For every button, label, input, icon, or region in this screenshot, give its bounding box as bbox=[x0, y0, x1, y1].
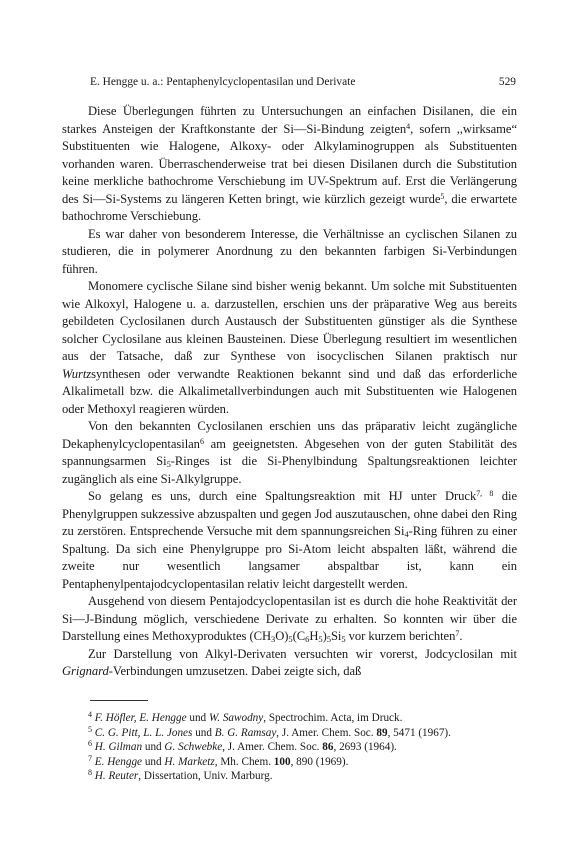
footnote-4: $^4$ F. Höfler, E. Hengge und W. Sawodny, Spectrochim. Acta, im Druck. bbox=[88, 710, 403, 724]
paragraph-3: Monomere cyclische Silane sind bisher wenig bekannt. Um solche mit Substituenten wie Alkoxyl, Halogene u. a. darzustellen, erschien uns der präparative Weg aus bereits gebildeten Cyclosilanen durch Austausch der Substituenten günstiger als die Synthese solcher Cyclosilane aus kleinen Bausteinen. Diese Überlegung resultiert im wesentlichen aus der Tatsache, daß zur Synthese von isocyclischen Silanen praktisch nur Wurtzsynthesen oder verwandte Reaktionen bekannt sind und daß das erforderliche Alkalimetall bzw. die Alkalimetallverbindungen auch mit Substituenten wie Halogenen oder Methoxyl reagieren würden. bbox=[62, 279, 517, 416]
italic-name: Grignard bbox=[62, 664, 109, 678]
footnote-8: $^8$ H. Reuter, Dissertation, Univ. Marburg. bbox=[88, 768, 273, 783]
footnote-ref[interactable]: 5 bbox=[440, 191, 445, 201]
italic-name: Wurtz bbox=[62, 366, 92, 381]
paragraph-5: So gelang es uns, durch eine Spaltungsreaktion mit HJ unter Druck$^{7, 8}$ die Phenylgruppen sukzessive abzuspalten und gegen Jod auszutauschen, ohne dabei den Ring zu zerstören. Entsprechende Versuche mit dem spannungsreichen $Si_4$-Ring führen zu einer Spaltung. Da sich eine Phenylgruppe pro Si-Atom leicht abspalten läßt, während die zweite nur wesentlich langsamer abspaltbar ist, kann ein Pentaphenylpentajodcyclopentasilan relativ leicht dargestellt werden. bbox=[62, 489, 517, 591]
page-number: 529 bbox=[498, 76, 516, 88]
paragraph-6: Ausgehend von diesem Pentajodcyclopentasilan ist es durch die hohe Reaktivität der Si—J-Bindung möglich, verschiedene Derivate zu erhalten. So konnten wir über die Darstellung eines Methoxyproduktes $(CH_3O)_5(C_6H_5)_5Si_5$ vor kurzem berichten$^7$. bbox=[62, 594, 517, 644]
footnote-ref[interactable]: 7, 8 bbox=[476, 489, 494, 498]
footnote-ref[interactable]: 7 bbox=[455, 629, 460, 638]
footnote-7: $^7$ E. Hengge und H. Marketz, Mh. Chem. 100, 890 (1969). bbox=[88, 753, 349, 768]
footnote-5: $^5$ C. G. Pitt, L. L. Jones und B. G. Ramsay, J. Amer. Chem. Soc. 89, 5471 (1967). bbox=[88, 724, 451, 739]
footnote-ref[interactable]: 6 bbox=[199, 436, 204, 446]
running-title: E. Hengge u. a.: Pentaphenylcyclopentasilan und Derivate bbox=[90, 76, 356, 88]
running-header bbox=[90, 74, 516, 90]
footnotes bbox=[62, 711, 517, 784]
paragraph-7: Zur Darstellung von Alkyl-Derivaten versuchten wir vorerst, Jodcyclosilan mit Grignard-Verbindungen umzusetzen. Dabei zeigte sich, daß bbox=[62, 646, 517, 678]
footnote-divider bbox=[90, 700, 148, 701]
paragraph-2: Es war daher von besonderem Interesse, die Verhältnisse an cyclischen Silanen zu studieren, die in polymerer Anordnung zu den bekannten farbigen Si-Verbindungen führen. bbox=[62, 226, 517, 276]
body-text bbox=[62, 103, 517, 681]
footnote-ref[interactable]: 4 bbox=[406, 121, 411, 131]
paragraph-1: Diese Überlegungen führten zu Untersuchungen an einfachen Disilanen, die ein starkes Ansteigen der Kraftkonstante der Si—Si-Bindung zeigten$^4$, sofern ,,wirksame“ Substituenten wie Halogene, Alkoxy- oder Alkylaminogruppen als Substituenten vorhanden waren. Überraschenderweise trat bei diesen Disilanen durch die Substitution keine merkliche bathochrome Verschiebung im UV-Spektrum auf. Erst die Verlängerung des Si—Si-Systems zu längeren Ketten bringt, wie kürzlich gezeigt wurde$^5$, die erwartete bathochrome Verschiebung. bbox=[62, 104, 517, 223]
footnote-6: $^6$ H. Gilman und G. Schwebke, J. Amer. Chem. Soc. 86, 2693 (1964). bbox=[88, 739, 397, 754]
paragraph-4: Von den bekannten Cyclosilanen erschien uns das präparativ leicht zugängliche Dekaphenylcyclopentasilan$^6$ am geeignetsten. Abgesehen von der guten Stabilität des spannungsarmen $Si_5$-Ringes ist die Si-Phenylbindung Spaltungsreaktionen leichter zugänglich als eine Si-Alkylgruppe. bbox=[62, 419, 517, 486]
